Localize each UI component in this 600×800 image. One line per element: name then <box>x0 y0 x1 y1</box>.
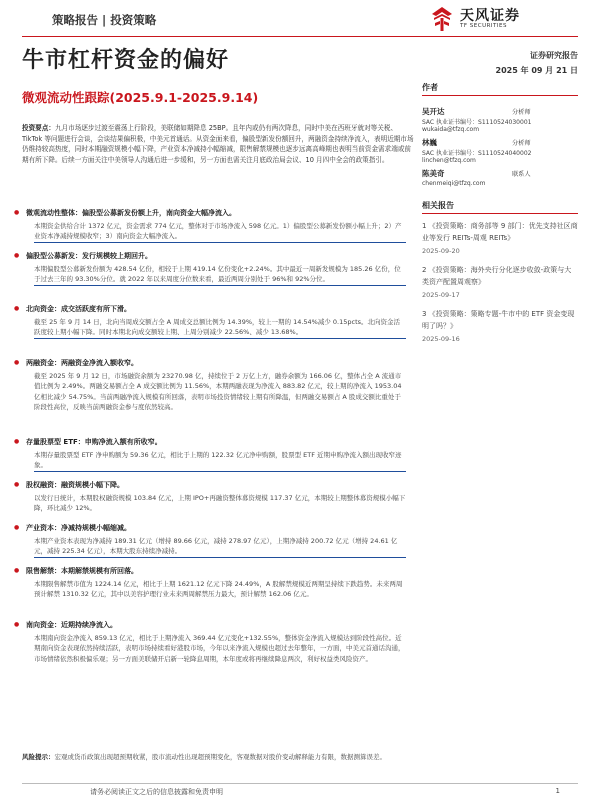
related-reports-block <box>422 200 578 374</box>
author-name: 吴开达 <box>422 107 445 116</box>
author-sac: SAC 执业证书编号：S1110524030001 <box>422 119 532 126</box>
investment-summary <box>22 123 417 165</box>
section-heading: ● 限售解禁：本期解禁规模有所回落。 <box>26 566 386 576</box>
section-body: 截至 25 年 9 月 14 日，北向当周成交额占全 A 周成交总额比例为 14.39%，较上一期的 14.54%减少 0.15pcts。北向资金活跃度较上期小幅下降。同时本期北向成交额较上期、上周分别减少 22.56%、减少 13.68%。 <box>34 317 406 339</box>
section-heading: ● 偏股型公募新发：发行规模较上期回升。 <box>26 251 386 261</box>
author-sac: SAC 执业证书编号：S1110524040002 <box>422 150 532 157</box>
report-date: 2025 年 09 月 21 日 <box>495 66 578 75</box>
related-report-link[interactable]: 3 《投资策略：策略专题-牛市中的 ETF 资金变现明了吗？》 <box>422 310 575 330</box>
section-heading: ● 股权融资：融资规模小幅下降。 <box>26 480 386 490</box>
summary-text: 九月市场逐步过渡至震荡上行阶段，美联储如期降息 25BP。且年内或仍有两次降息，同时中美在西班牙就对等关税、TikTok 等问题进行会谈，会谈结果偏积极，中美元首通话。从资金面来看，偏股型新发份额回升，两融资金持续净流入，表明近期市场仍维持较高热度，同时本期融资规模小幅下降，产业资本净减持小幅缩减，限售解禁规模也逐步远离高峰期也表明当前资金需求端或前期有所下降。后续一方面关注中美领导人沟通后进一步缓和，另一方面也需关注月底政治局会议、10 月四中全会的政策指引。 <box>22 124 414 164</box>
author-role: 分析师 <box>512 140 531 147</box>
related-report-link[interactable]: 2 《投资策略：海外央行分化逐步收敛-政策与大类资产配置周观察》 <box>422 266 572 286</box>
disclaimer-note: 请务必阅读正文之后的信息披露和免责申明 <box>90 788 223 796</box>
author-name: 陈美奇 <box>422 169 445 178</box>
section-heading: ● 北向资金：成交活跃度有所下滑。 <box>26 304 386 314</box>
logo-mark-icon <box>430 6 454 32</box>
related-report-date: 2025-09-20 <box>422 247 460 255</box>
report-title: 牛市杠杆资金的偏好 <box>22 48 230 73</box>
author-email: linchen@tfzq.com <box>422 157 476 164</box>
related-report-link[interactable]: 1 《投资策略：商务部等 9 部门：优先支持社区商业等发行 REITs-周观 REITs》 <box>422 222 578 242</box>
section-body: 本期偏股型公募新发份额为 428.54 亿份，相较于上期 419.14 亿份变化+2.24%。其中最近一周新发规模为 185.26 亿份，位于过去三年的 93.30%分位。就 2022 年以来周度分位数来看，最近两周分别处于 96%和 92%分位。 <box>34 264 406 286</box>
authors-heading: 作者 <box>422 82 578 96</box>
related-report-date: 2025-09-16 <box>422 335 460 343</box>
footer-divider <box>22 783 578 784</box>
author-role: 联系人 <box>512 171 531 178</box>
section-body: 以发行日统计，本期股权融资规模 103.84 亿元，上期 IPO+再融资整体募资规模 117.37 亿元，本期较上期整体募资规模小幅下降，环比减少 12%。 <box>34 494 406 513</box>
author-email: wukaida@tfzq.com <box>422 126 480 133</box>
risk-warning <box>22 752 417 762</box>
section-body: 本期存量股票型 ETF 净申购额为 59.36 亿元，相比于上期的 122.32 亿元净申购额，股票型 ETF 近期申购净流入额出现收窄迹象。 <box>34 450 406 472</box>
related-heading: 相关报告 <box>422 200 578 214</box>
section-heading: ● 存量股票型 ETF：申购净流入额有所收窄。 <box>26 437 386 447</box>
section-heading: ● 南向资金：近期持续净流入。 <box>26 620 386 630</box>
header-divider <box>22 36 578 37</box>
author-role: 分析师 <box>512 109 531 116</box>
logo-text-en: TF SECURITIES <box>460 23 507 29</box>
author-name: 林巍 <box>422 138 437 147</box>
section-body: 本期产业资本表现为净减持 189.31 亿元（增持 89.66 亿元，减持 278.97 亿元），上期净减持 200.72 亿元（增持 24.61 亿元，减持 225.34 亿元），本期大股东持续净减持。 <box>34 536 406 558</box>
author-email: chenmeiqi@tfzq.com <box>422 180 486 187</box>
logo-text-cn: 天风证券 <box>460 8 520 24</box>
risk-text: 宏观或货币政策出现超预期收紧，股市流动性出现超预期变化，客观数据对股价变动解释能力有限，数据测算误差。 <box>54 753 386 761</box>
report-type: 证券研究报告 <box>530 51 578 60</box>
related-report-date: 2025-09-17 <box>422 291 460 299</box>
report-category: 策略报告 | 投资策略 <box>52 13 157 27</box>
summary-lead: 投资要点： <box>22 124 55 132</box>
company-logo <box>430 2 590 36</box>
section-body: 本期资金供给合计 1372 亿元，资金需求 774 亿元，整体对于市场净流入 598 亿元。1）偏股型公募新发份额小幅上升；2）产业资本净减持规模收窄；3）南向资金大幅净流入。 <box>34 221 406 243</box>
authors-block <box>422 82 578 196</box>
risk-lead: 风险提示： <box>22 753 55 761</box>
section-heading: ● 产业资本：净减持规模小幅缩减。 <box>26 523 386 533</box>
section-heading: ● 两融资金：两融资金净流入额收窄。 <box>26 358 386 368</box>
section-body: 本期限售解禁市值为 1224.14 亿元，相比于上期 1621.12 亿元下降 24.49%，A 股解禁规模近两期呈持续下跌趋势。未来两周预计解禁 1310.32 亿元，其中以美容护理行业未来两周解禁压力最大，预计解禁 162.06 亿元。 <box>34 580 403 599</box>
report-subtitle: 微观流动性跟踪(2025.9.1-2025.9.14) <box>22 90 259 105</box>
section-body: 本期南向资金净流入 859.13 亿元，相比于上期净流入 369.44 亿元变化+132.55%，整体资金净流入规模达到阶段性高位。近期南向资金表现依然持续活跃，表明市场持续看好港股市场，今年以来净流入规模也超过去年整年，一方面，中美元首通话沟通，市场情绪依然积极偏乐观；另一方面美联储开启新一轮降息周期，本年度或将再继续降息两次，利好权益类风险资产。 <box>34 634 405 663</box>
section-body: 截至 2025 年 9 月 12 日，市场融资余额为 23270.98 亿，持续位于 2 万亿上方，融券余额为 166.06 亿，整体占全 A 流通市值比例为 2.49%。两融交易额占全 A 成交额比例为 11.56%，本期两融表现为净流入 883.82 亿元，较上期的净流入 1953.04 亿相比减少 54.75%。当前两融净流入规模有所回落，表明市场投资情绪较上期有所降温，但两融交易额占 A 股成交额比重处于阶段性高位，反映当前两融资金参与度依然较高。 <box>34 372 402 412</box>
section-heading: ● 微观流动性整体：偏股型公募新发份额上升，南向资金大幅净流入。 <box>26 208 386 218</box>
page-number: 1 <box>555 787 560 795</box>
